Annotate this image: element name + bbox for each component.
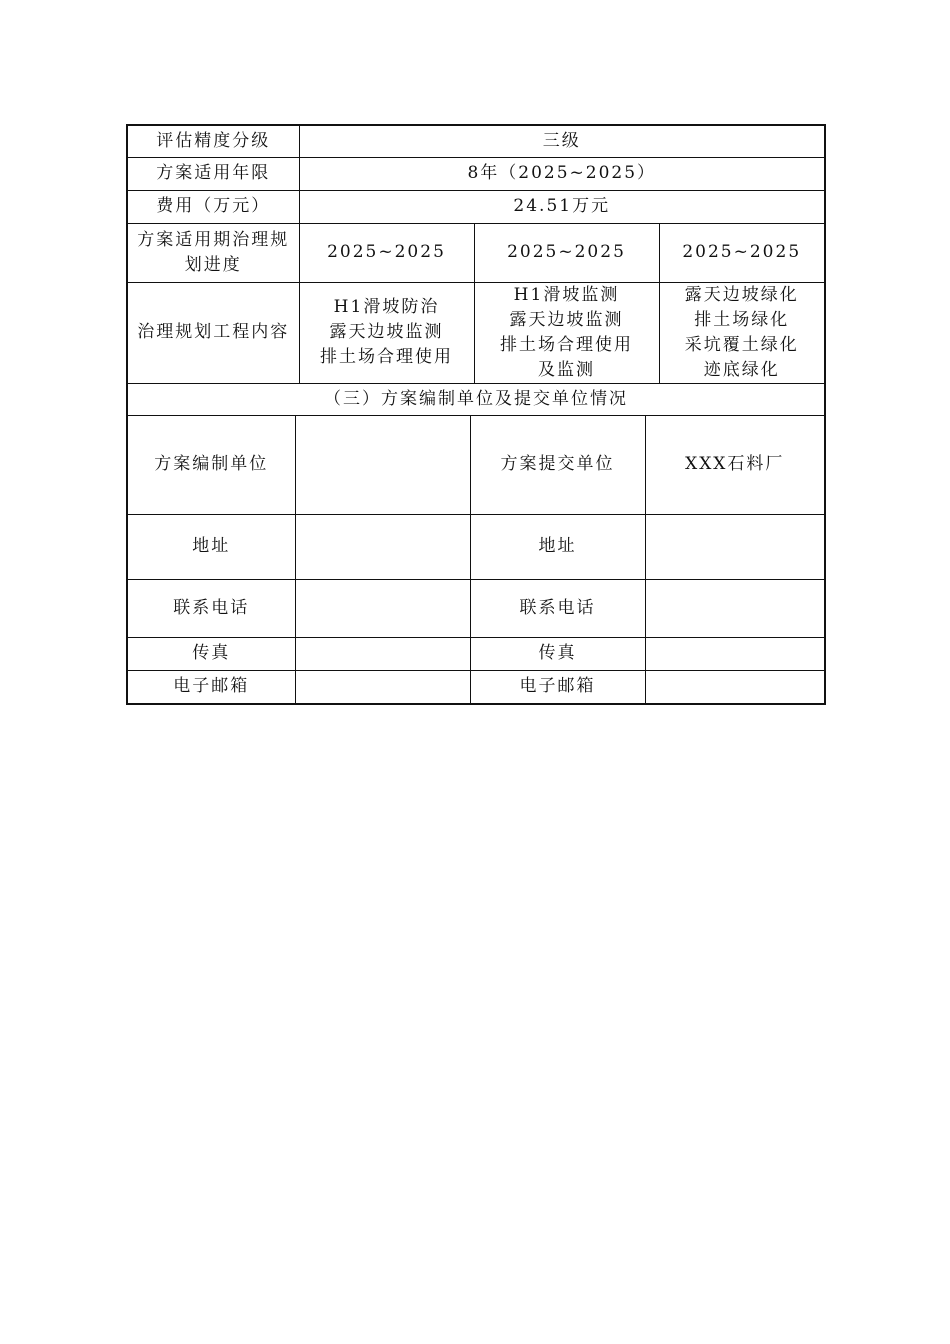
- content-item: 露天边坡监测: [509, 309, 624, 330]
- compile-fax-value: [295, 637, 470, 670]
- content-column-3: [659, 282, 825, 383]
- content-item: 露天边坡绿化: [684, 284, 799, 305]
- plan-info-table: [126, 124, 826, 705]
- content-item: 排土场绿化: [694, 309, 790, 330]
- cost-label: 费用（万元）: [127, 190, 299, 223]
- cost-row: [127, 190, 825, 223]
- submit-unit-label: 方案提交单位: [470, 415, 645, 514]
- fax-row: [127, 637, 825, 670]
- years-label: 方案适用年限: [127, 157, 299, 190]
- years-row: [127, 157, 825, 190]
- submit-fax-value: [645, 637, 825, 670]
- content-column-1: [299, 282, 474, 383]
- section-title-row: [127, 383, 825, 415]
- schedule-period-1: 2025~2025: [299, 223, 474, 282]
- content-column-2: [474, 282, 659, 383]
- schedule-label-line-2: 划进度: [184, 254, 242, 275]
- compile-phone-label: 联系电话: [127, 579, 295, 637]
- content-row: [127, 282, 825, 383]
- cost-value: 24.51万元: [299, 190, 825, 223]
- content-item: 排土场合理使用: [500, 334, 633, 355]
- submit-address-label: 地址: [470, 514, 645, 579]
- compile-unit-label: 方案编制单位: [127, 415, 295, 514]
- submit-phone-label: 联系电话: [470, 579, 645, 637]
- submit-address-value: [645, 514, 825, 579]
- submit-unit-name: XXX石料厂: [645, 415, 825, 514]
- content-item: 迹底绿化: [703, 359, 780, 380]
- compile-fax-label: 传真: [127, 637, 295, 670]
- content-item: 采坑覆土绿化: [684, 334, 799, 355]
- content-item: 及监测: [538, 359, 595, 380]
- content-item: H1滑坡监测: [513, 284, 620, 305]
- precision-value: 三级: [299, 125, 825, 157]
- compile-email-label: 电子邮箱: [127, 670, 295, 704]
- compile-email-value: [295, 670, 470, 704]
- submit-email-label: 电子邮箱: [470, 670, 645, 704]
- unit-name-row: [127, 415, 825, 514]
- content-label: 治理规划工程内容: [127, 282, 299, 383]
- submit-email-value: [645, 670, 825, 704]
- schedule-period-2: 2025~2025: [474, 223, 659, 282]
- compile-unit-name: [295, 415, 470, 514]
- schedule-label-line-1: 方案适用期治理规: [137, 229, 290, 250]
- section-title: （三）方案编制单位及提交单位情况: [127, 383, 825, 415]
- content-item: 排土场合理使用: [320, 347, 453, 367]
- content-item: 露天边坡监测: [329, 322, 444, 342]
- email-row: [127, 670, 825, 704]
- schedule-row: [127, 223, 825, 282]
- schedule-label: [127, 223, 299, 282]
- precision-label: 评估精度分级: [127, 125, 299, 157]
- years-value: 8年（2025~2025）: [299, 157, 825, 190]
- compile-phone-value: [295, 579, 470, 637]
- address-row: [127, 514, 825, 579]
- content-item: H1滑坡防治: [333, 297, 440, 317]
- submit-phone-value: [645, 579, 825, 637]
- compile-address-value: [295, 514, 470, 579]
- phone-row: [127, 579, 825, 637]
- submit-fax-label: 传真: [470, 637, 645, 670]
- schedule-period-3: 2025~2025: [659, 223, 825, 282]
- precision-row: [127, 125, 825, 157]
- compile-address-label: 地址: [127, 514, 295, 579]
